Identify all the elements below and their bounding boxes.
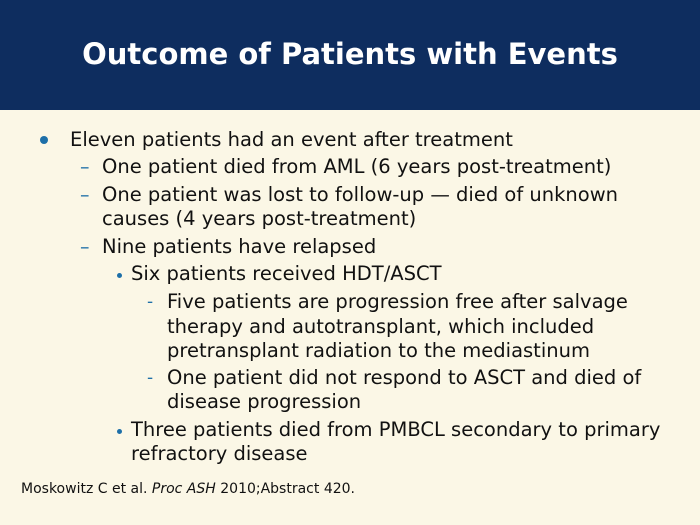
bullet-dot-icon <box>40 136 48 144</box>
dash-bullet-icon: – <box>80 236 90 258</box>
bullet-level4-line: therapy and autotransplant, which included <box>167 315 595 338</box>
small-dot-icon <box>117 273 122 278</box>
citation-authors: Moskowitz C et al. <box>21 481 148 497</box>
bullet-level1-text: Eleven patients had an event after treatment <box>70 128 513 151</box>
hyphen-bullet-icon: - <box>147 368 154 388</box>
bullet-level4-line: disease progression <box>167 390 362 413</box>
citation-details: 2010;Abstract 420. <box>220 481 355 497</box>
bullet-level4-line: Five patients are progression free after salvage <box>167 290 628 313</box>
bullet-level2-line: One patient died from AML (6 years post-treatment) <box>102 155 612 178</box>
dash-bullet-icon: – <box>80 156 90 178</box>
bullet-level2-line: One patient was lost to follow-up — died of unknown <box>102 183 619 206</box>
bullet-level4-line: pretransplant radiation to the mediastinum <box>167 339 590 362</box>
dash-bullet-icon: – <box>80 184 90 206</box>
slide-header <box>0 0 700 110</box>
citation <box>21 480 355 498</box>
bullet-level3-line: Three patients died from PMBCL secondary to primary <box>131 418 661 441</box>
slide-title: Outcome of Patients with Events <box>82 37 618 71</box>
bullet-level2-line: Nine patients have relapsed <box>102 235 377 258</box>
bullet-level3-line: Six patients received HDT/ASCT <box>131 262 442 285</box>
bullet-level3-line: refractory disease <box>131 442 308 465</box>
bullet-level2-line: causes (4 years post-treatment) <box>102 207 417 230</box>
hyphen-bullet-icon: - <box>147 292 154 312</box>
bullet-level4-line: One patient did not respond to ASCT and died of <box>167 366 642 389</box>
small-dot-icon <box>117 429 122 434</box>
citation-journal: Proc ASH <box>151 481 216 497</box>
